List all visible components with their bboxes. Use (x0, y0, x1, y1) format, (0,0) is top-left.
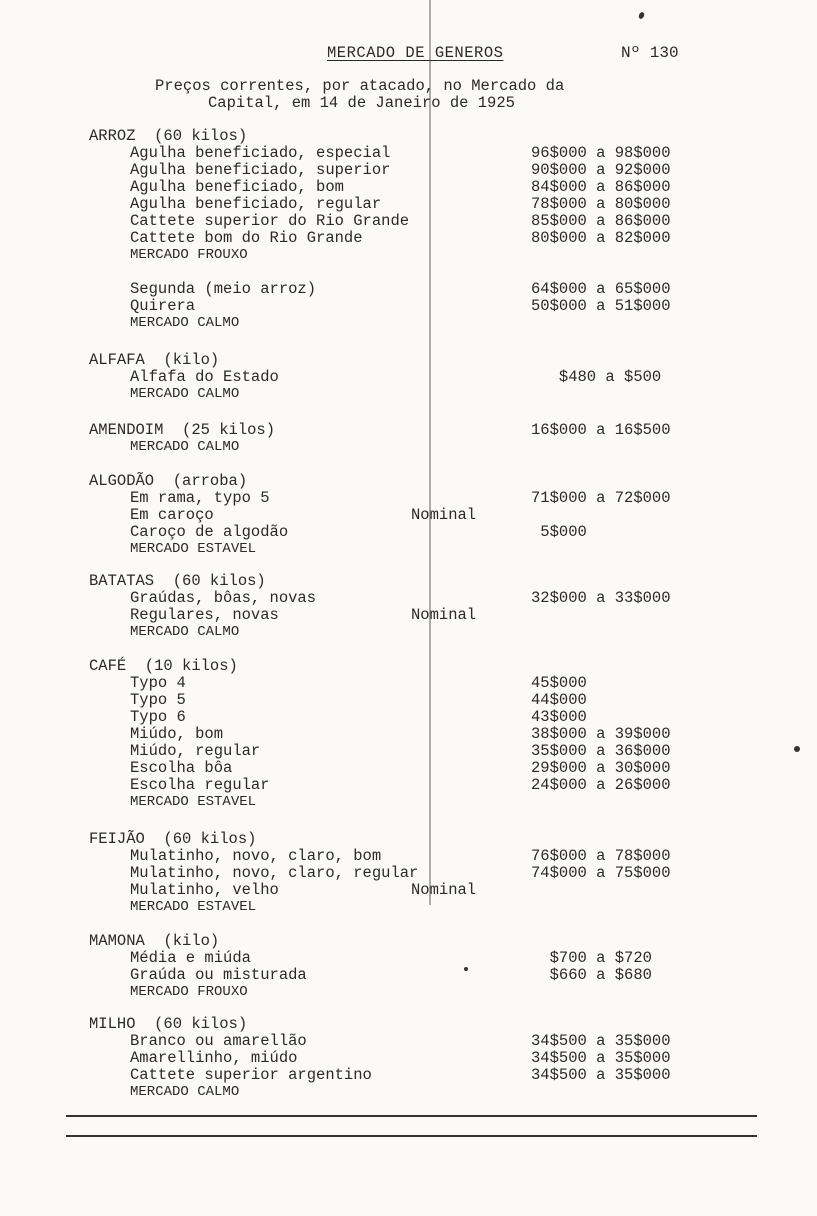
item-name: Graúda ou misturada (130, 966, 307, 984)
market-status: MERCADO FROUXO (130, 247, 248, 263)
item-name: Cattete bom do Rio Grande (130, 229, 363, 247)
page-title: MERCADO DE GENEROS (327, 44, 504, 62)
item-name: Agulha beneficiado, superior (130, 161, 391, 179)
bottom-rule-1 (66, 1115, 757, 1117)
item-name: Quirera (130, 297, 196, 315)
page-number: Nº 130 (621, 44, 679, 62)
item-price: $660 a $680 (531, 966, 652, 984)
item-name: Typo 6 (130, 708, 186, 726)
item-price: 84$000 a 86$000 (531, 178, 671, 196)
item-price: $700 a $720 (531, 949, 652, 967)
item-name: Segunda (meio arroz) (130, 280, 317, 298)
item-price: 29$000 a 30$000 (531, 759, 671, 777)
item-name: Média e miúda (130, 949, 251, 967)
market-status: MERCADO ESTAVEL (130, 794, 257, 810)
item-name: Caroço de algodão (130, 523, 289, 541)
item-name: Em rama, typo 5 (130, 489, 270, 507)
item-price: 76$000 a 78$000 (531, 847, 671, 865)
item-name: Branco ou amarellão (130, 1032, 307, 1050)
item-name: Regulares, novas (130, 606, 279, 624)
item-price: 5$000 (531, 523, 587, 541)
item-price: 78$000 a 80$000 (531, 195, 671, 213)
item-name: Mulatinho, velho (130, 881, 279, 899)
item-price: 80$000 a 82$000 (531, 229, 671, 247)
section-header: ALGODÃO (arroba) (89, 472, 248, 490)
item-price: 16$000 a 16$500 (531, 421, 671, 439)
subtitle-line-2: Capital, em 14 de Janeiro de 1925 (208, 94, 515, 112)
item-price: 45$000 (531, 674, 587, 692)
section-header: ALFAFA (kilo) (89, 351, 220, 369)
bottom-rule-2 (66, 1135, 757, 1137)
item-name: Typo 4 (130, 674, 186, 692)
page-fold-line (429, 0, 431, 905)
market-status: MERCADO CALMO (130, 624, 240, 640)
subtitle-line-1: Preços correntes, por atacado, no Mercado da (155, 77, 565, 95)
section-header: CAFÉ (10 kilos) (89, 657, 238, 675)
item-price: 44$000 (531, 691, 587, 709)
item-price: 34$500 a 35$000 (531, 1032, 671, 1050)
ink-mark (638, 11, 645, 19)
item-name: Cattete superior do Rio Grande (130, 212, 410, 230)
item-price: 34$500 a 35$000 (531, 1066, 671, 1084)
item-price: 90$000 a 92$000 (531, 161, 671, 179)
item-name: Miúdo, bom (130, 725, 224, 743)
item-price: $480 a $500 (531, 368, 662, 386)
item-price: 32$000 a 33$000 (531, 589, 671, 607)
item-price: 34$500 a 35$000 (531, 1049, 671, 1067)
item-name: Escolha regular (130, 776, 270, 794)
nominal-label: Nominal (411, 506, 477, 524)
market-status: MERCADO ESTAVEL (130, 899, 257, 915)
market-status: MERCADO FROUXO (130, 984, 248, 1000)
nominal-label: Nominal (411, 881, 477, 899)
item-name: Alfafa do Estado (130, 368, 279, 386)
item-name: Mulatinho, novo, claro, bom (130, 847, 382, 865)
market-status: MERCADO CALMO (130, 386, 240, 402)
item-price: 24$000 a 26$000 (531, 776, 671, 794)
item-name: Agulha beneficiado, especial (130, 144, 391, 162)
section-header: FEIJÃO (60 kilos) (89, 830, 257, 848)
item-price: 35$000 a 36$000 (531, 742, 671, 760)
market-status: MERCADO CALMO (130, 1084, 240, 1100)
item-name: Cattete superior argentino (130, 1066, 372, 1084)
ink-mark (794, 746, 800, 752)
item-name: Typo 5 (130, 691, 186, 709)
item-price: 74$000 a 75$000 (531, 864, 671, 882)
item-name: Miúdo, regular (130, 742, 261, 760)
section-header: MAMONA (kilo) (89, 932, 220, 950)
section-header: AMENDOIM (25 kilos) (89, 421, 276, 439)
item-name: Mulatinho, novo, claro, regular (130, 864, 419, 882)
market-status: MERCADO CALMO (130, 315, 240, 331)
item-price: 38$000 a 39$000 (531, 725, 671, 743)
item-price: 85$000 a 86$000 (531, 212, 671, 230)
market-status: MERCADO ESTAVEL (130, 541, 257, 557)
page-subtitle (155, 78, 564, 112)
item-price: 96$000 a 98$000 (531, 144, 671, 162)
item-name: Graúdas, bôas, novas (130, 589, 317, 607)
section-header: MILHO (60 kilos) (89, 1015, 248, 1033)
item-name: Agulha beneficiado, regular (130, 195, 382, 213)
item-name: Em caroço (130, 506, 214, 524)
item-price: 71$000 a 72$000 (531, 489, 671, 507)
item-price: 64$000 a 65$000 (531, 280, 671, 298)
market-status: MERCADO CALMO (130, 439, 240, 455)
ink-mark (464, 967, 468, 971)
nominal-label: Nominal (411, 606, 477, 624)
item-name: Agulha beneficiado, bom (130, 178, 344, 196)
section-header: BATATAS (60 kilos) (89, 572, 266, 590)
section-header: ARROZ (60 kilos) (89, 127, 248, 145)
item-price: 50$000 a 51$000 (531, 297, 671, 315)
item-price: 43$000 (531, 708, 587, 726)
item-name: Escolha bôa (130, 759, 233, 777)
item-name: Amarellinho, miúdo (130, 1049, 298, 1067)
